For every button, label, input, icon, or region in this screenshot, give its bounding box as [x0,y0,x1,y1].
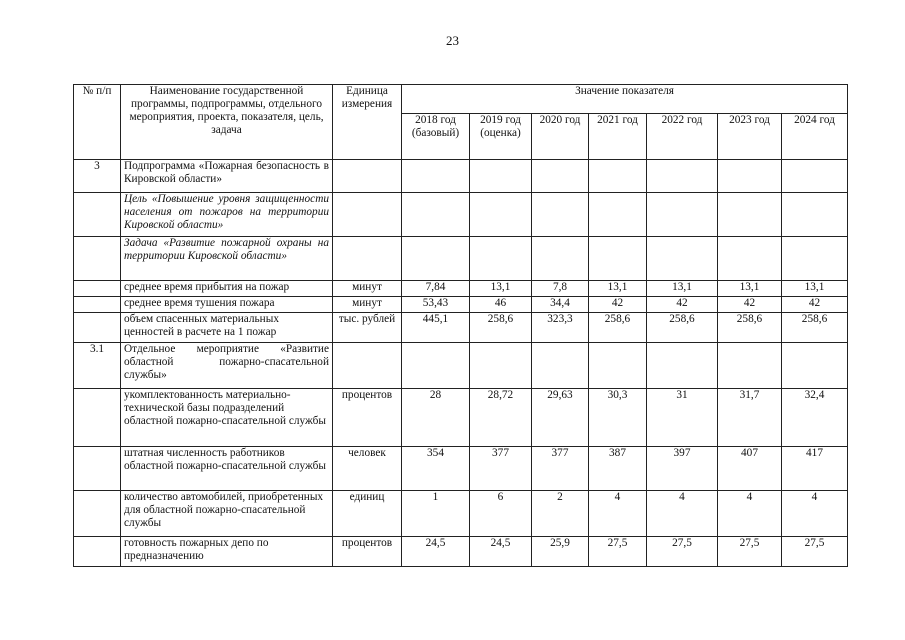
value-cell [782,343,848,389]
value-cell: 24,5 [470,537,532,567]
header-num: № п/п [74,85,121,160]
row-name: Задача «Развитие пожарной охраны на территории Кировской области» [121,237,333,281]
value-cell: 27,5 [782,537,848,567]
row-unit: процентов [333,389,402,447]
value-cell: 42 [718,297,782,313]
value-cell: 7,84 [402,281,470,297]
value-cell: 27,5 [589,537,647,567]
value-cell: 13,1 [470,281,532,297]
value-cell [402,343,470,389]
row-num [74,193,121,237]
value-cell [402,193,470,237]
row-name: готовность пожарных депо по предназначению [121,537,333,567]
value-cell: 417 [782,447,848,491]
row-name: укомплектованность материально-технической базы подразделений областной пожарно-спасательной службы [121,389,333,447]
value-cell: 258,6 [647,313,718,343]
value-cell: 407 [718,447,782,491]
value-cell: 6 [470,491,532,537]
table-row [74,281,848,297]
value-cell [470,237,532,281]
table-row [74,491,848,537]
value-cell: 354 [402,447,470,491]
row-num: 3 [74,160,121,193]
row-name: Подпрограмма «Пожарная безопасность в Кировской области» [121,160,333,193]
value-cell: 13,1 [718,281,782,297]
value-cell: 387 [589,447,647,491]
value-cell: 24,5 [402,537,470,567]
row-name: среднее время тушения пожара [121,297,333,313]
value-cell [718,160,782,193]
value-cell: 31,7 [718,389,782,447]
value-cell [470,343,532,389]
value-cell: 2 [532,491,589,537]
row-num: 3.1 [74,343,121,389]
table-row [74,389,848,447]
value-cell: 323,3 [532,313,589,343]
value-cell: 31 [647,389,718,447]
value-cell: 25,9 [532,537,589,567]
value-cell: 42 [782,297,848,313]
value-cell: 258,6 [589,313,647,343]
value-cell: 7,8 [532,281,589,297]
value-cell: 397 [647,447,718,491]
value-cell [782,193,848,237]
row-unit: минут [333,281,402,297]
value-cell: 30,3 [589,389,647,447]
row-num [74,447,121,491]
row-name: Отдельное мероприятие «Развитие областной пожарно-спасательной службы» [121,343,333,389]
row-name: объем спасенных материальных ценностей в расчете на 1 пожар [121,313,333,343]
value-cell: 4 [782,491,848,537]
value-cell [402,160,470,193]
table-row [74,160,848,193]
value-cell [718,237,782,281]
value-cell: 445,1 [402,313,470,343]
row-unit: единиц [333,491,402,537]
value-cell: 258,6 [718,313,782,343]
value-cell [782,237,848,281]
row-num [74,297,121,313]
table-row [74,447,848,491]
value-cell: 53,43 [402,297,470,313]
row-unit: тыс. рублей [333,313,402,343]
value-cell: 4 [718,491,782,537]
value-cell: 42 [647,297,718,313]
table-row [74,343,848,389]
value-cell [647,160,718,193]
row-unit [333,343,402,389]
row-unit [333,237,402,281]
value-cell [532,343,589,389]
header-year: 2019 год (оценка) [470,114,532,160]
value-cell: 1 [402,491,470,537]
value-cell: 28 [402,389,470,447]
value-cell [647,343,718,389]
value-cell [647,237,718,281]
header-year: 2022 год [647,114,718,160]
value-cell [470,193,532,237]
table-row [74,313,848,343]
row-name: среднее время прибытия на пожар [121,281,333,297]
value-cell [532,193,589,237]
value-cell [647,193,718,237]
table-row [74,237,848,281]
value-cell [532,237,589,281]
value-cell [589,343,647,389]
row-num [74,281,121,297]
header-year: 2023 год [718,114,782,160]
value-cell: 4 [647,491,718,537]
value-cell: 42 [589,297,647,313]
value-cell [589,193,647,237]
value-cell: 258,6 [470,313,532,343]
page-number: 23 [446,33,459,48]
value-cell [589,160,647,193]
row-num [74,491,121,537]
row-name: количество автомобилей, приобретенных для областной пожарно-спасательной службы [121,491,333,537]
table-row [74,193,848,237]
value-cell: 27,5 [718,537,782,567]
row-num [74,313,121,343]
header-year: 2021 год [589,114,647,160]
header-year: 2018 год (базовый) [402,114,470,160]
value-cell [470,160,532,193]
value-cell: 29,63 [532,389,589,447]
value-cell: 4 [589,491,647,537]
table-row [74,537,848,567]
value-cell: 377 [470,447,532,491]
value-cell: 13,1 [647,281,718,297]
row-num [74,537,121,567]
indicator-table [73,84,848,567]
value-cell [718,193,782,237]
header-unit: Единица измерения [333,85,402,160]
value-cell [402,237,470,281]
value-cell: 258,6 [782,313,848,343]
value-cell [718,343,782,389]
row-unit: человек [333,447,402,491]
value-cell [589,237,647,281]
table-row [74,297,848,313]
row-num [74,237,121,281]
value-cell: 46 [470,297,532,313]
header-year: 2020 год [532,114,589,160]
row-unit: минут [333,297,402,313]
row-unit: процентов [333,537,402,567]
value-cell [782,160,848,193]
value-cell: 28,72 [470,389,532,447]
row-num [74,389,121,447]
header-year: 2024 год [782,114,848,160]
row-name: штатная численность работников областной пожарно-спасательной службы [121,447,333,491]
value-cell: 32,4 [782,389,848,447]
value-cell: 27,5 [647,537,718,567]
value-cell [532,160,589,193]
row-unit [333,193,402,237]
header-values-group: Значение показателя [402,85,848,114]
row-name: Цель «Повышение уровня защищенности населения от пожаров на территории Кировской области» [121,193,333,237]
value-cell: 34,4 [532,297,589,313]
value-cell: 13,1 [782,281,848,297]
value-cell: 13,1 [589,281,647,297]
header-name: Наименование государственной программы, подпрограммы, отдельного мероприятия, проекта, показателя, цель, задача [121,85,333,160]
value-cell: 377 [532,447,589,491]
row-unit [333,160,402,193]
